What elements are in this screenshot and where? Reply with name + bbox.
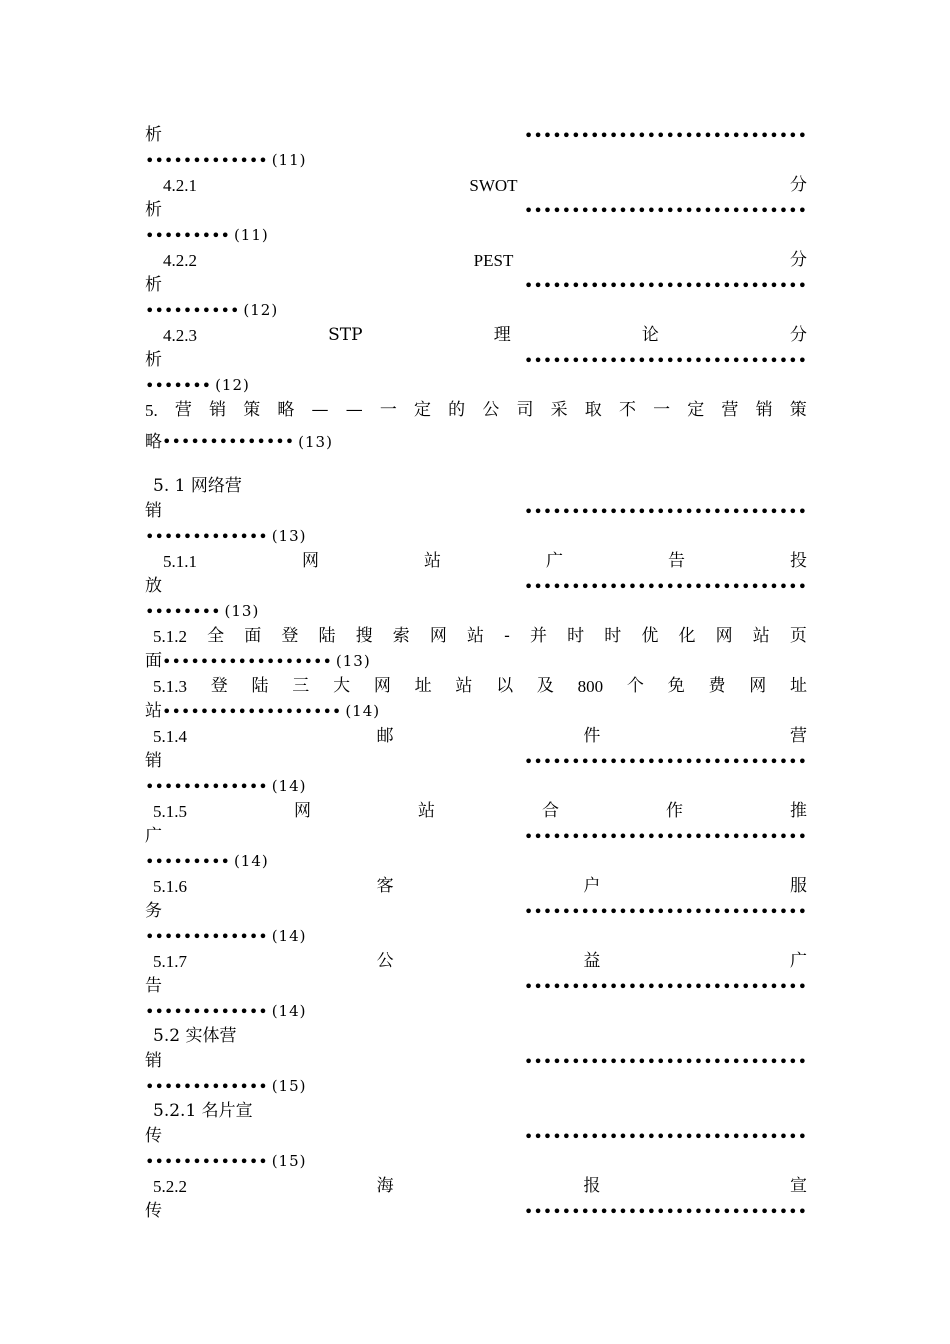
toc-text: 服 [789, 876, 807, 896]
toc-leader-dots: ••••••••••••• [145, 1077, 268, 1096]
toc-line [145, 799, 807, 824]
toc-text: 优 [641, 626, 659, 646]
toc-text: 一 [379, 400, 397, 420]
toc-text: 销 [145, 501, 162, 521]
toc-leader-dots: •••••••••••••••••••••••••••••• [523, 276, 807, 295]
toc-line [145, 1174, 807, 1199]
toc-page-number: (13) [335, 652, 371, 670]
toc-leader-dots: •••••••••••••• [162, 432, 295, 451]
toc-line [145, 198, 807, 223]
toc-line [145, 699, 807, 724]
toc-line [145, 223, 807, 248]
toc-line [145, 1024, 807, 1049]
toc-line [145, 674, 807, 699]
toc-leader-dots: •••••••••••••••••••••••••••••• [523, 752, 807, 771]
toc-page-number: (15) [271, 1152, 307, 1170]
toc-chapter-line [145, 398, 807, 423]
toc-line [145, 173, 807, 198]
toc-section-number: 5.1.7 [153, 952, 187, 971]
toc-text: 客 [376, 876, 394, 896]
toc-text: 搜 [355, 626, 373, 646]
toc-text: 公 [482, 400, 500, 420]
toc-text: 大 [333, 676, 351, 696]
toc-text: 告 [145, 976, 162, 996]
toc-text: 址 [789, 676, 807, 696]
toc-leader-dots: •••••••••••••••••••••••••••••• [523, 1052, 807, 1071]
toc-leader-dots: ••••••••••••••••••• [162, 702, 342, 721]
toc-text: 页 [789, 626, 807, 646]
toc-text: 销 [145, 1051, 162, 1071]
toc-leader-dots: ••••••••• [145, 226, 230, 245]
toc-text: 陆 [251, 676, 269, 696]
toc-text: 析 [145, 200, 162, 220]
toc-line [145, 974, 807, 999]
toc-line [145, 248, 807, 273]
toc-text: 面 [145, 651, 162, 671]
toc-text: 一 [653, 400, 671, 420]
toc-section-number: 5. [145, 401, 158, 420]
toc-line [145, 373, 807, 398]
toc-leader-dots: ••••••••••••• [145, 777, 268, 796]
toc-leader-dots: ••••••••••••• [145, 1002, 268, 1021]
toc-page-number: (13) [224, 602, 260, 620]
toc-text: SWOT [469, 176, 518, 195]
toc-text: 广 [145, 826, 162, 846]
toc-page-number: (12) [243, 301, 279, 319]
toc-text: 理 [493, 325, 511, 345]
toc-line [145, 649, 807, 674]
toc-text: 面 [244, 626, 262, 646]
toc-line [145, 323, 807, 348]
toc-page-number: (14) [233, 852, 269, 870]
toc-text: 广 [546, 551, 563, 571]
toc-line [145, 774, 807, 799]
toc-line [145, 899, 807, 924]
toc-text: 站 [418, 801, 435, 821]
toc-text: 略 [277, 400, 295, 420]
toc-leader-dots: •••••••••••••••••••••••••••••• [523, 502, 807, 521]
toc-text: 司 [516, 400, 534, 420]
toc-text: 并 [530, 626, 547, 646]
toc-text: 索 [392, 626, 410, 646]
toc-leader-dots: •••••••••••••••••••••••••••••• [523, 577, 807, 596]
toc-leader-dots: ••••••••••••• [145, 151, 268, 170]
toc-text: - [504, 626, 510, 646]
toc-text: 费 [708, 676, 726, 696]
toc-line [145, 949, 807, 974]
toc-text: 网 [373, 676, 391, 696]
toc-leader-dots: ••••••••••••• [145, 927, 268, 946]
toc-text: 陆 [318, 626, 336, 646]
toc-line [145, 1124, 807, 1149]
toc-line [145, 298, 807, 323]
toc-page-number: (14) [271, 927, 307, 945]
toc-line [145, 148, 807, 173]
toc-leader-dots: •••••••••••••••••••••••••••••• [523, 827, 807, 846]
toc-line [145, 549, 807, 574]
toc-text: 网 [749, 676, 767, 696]
toc-section-number: 5.1.3 [153, 677, 187, 696]
toc-text: 件 [583, 726, 601, 746]
toc-line [145, 849, 807, 874]
toc-line [145, 348, 807, 373]
toc-text: 站 [752, 626, 770, 646]
toc-text: 免 [667, 676, 685, 696]
toc-text: 化 [678, 626, 696, 646]
toc-leader-dots: •••••••• [145, 602, 221, 621]
toc-leader-dots: •••••••••••••••••••••••••••••• [523, 351, 807, 370]
toc-text: — [345, 400, 363, 420]
toc-line [145, 474, 807, 499]
toc-line [145, 724, 807, 749]
toc-text: 营 [721, 400, 739, 420]
toc-page-number: (11) [271, 151, 307, 169]
toc-text: 以 [496, 676, 514, 696]
toc-text: 站 [145, 701, 162, 721]
toc-text: 分 [789, 175, 807, 195]
toc-line [145, 874, 807, 899]
toc-text: 邮 [376, 726, 394, 746]
toc-line [145, 1149, 807, 1174]
toc-page-number: (14) [271, 1002, 307, 1020]
toc-leader-dots: •••••••••• [145, 301, 240, 320]
toc-text: 登 [210, 676, 228, 696]
toc-page-number: (14) [345, 702, 381, 720]
toc-leader-dots: •••••••••••••••••••••••••••••• [523, 201, 807, 220]
toc-line [145, 999, 807, 1024]
toc-text: 益 [583, 951, 601, 971]
toc-text: 5. 1 网络营 [153, 476, 242, 496]
toc-text: 投 [790, 551, 807, 571]
toc-text: — [311, 400, 329, 420]
toc-text: 5.2 实体营 [153, 1026, 237, 1046]
toc-page-number: (11) [233, 226, 269, 244]
toc-text: 析 [145, 125, 162, 145]
toc-text: 定 [687, 400, 705, 420]
toc-text: 销 [755, 400, 773, 420]
toc-line [145, 423, 807, 461]
toc-text: 营 [174, 400, 192, 420]
toc-leader-dots: •••••••••••••••••••••••••••••• [523, 126, 807, 145]
toc-line [145, 924, 807, 949]
toc-text: 采 [550, 400, 568, 420]
toc-text: 策 [243, 400, 261, 420]
toc-text: 务 [145, 901, 162, 921]
toc-leader-dots: ••••••••••••• [145, 1152, 268, 1171]
toc-text: 网 [302, 551, 319, 571]
toc-leader-dots: •••••••••••••••••••••••••••••• [523, 902, 807, 921]
toc-text: 公 [376, 951, 394, 971]
toc-text: 略 [145, 432, 162, 452]
toc-text: 站 [455, 676, 473, 696]
toc-text: 址 [414, 676, 432, 696]
toc-line [145, 574, 807, 599]
toc-line [145, 824, 807, 849]
toc-section-number: 5.2.2 [153, 1177, 187, 1196]
toc-page-number: (13) [298, 433, 333, 451]
toc-text: 销 [145, 751, 162, 771]
toc-leader-dots: •••••••••••••••••••••••••••••• [523, 1127, 807, 1146]
toc-page-number: (13) [271, 527, 307, 545]
toc-text: 论 [641, 325, 659, 345]
toc-leader-dots: ••••••• [145, 376, 212, 395]
toc-section-number: 5.1.1 [163, 552, 197, 571]
toc-text: STP [328, 325, 363, 345]
toc-text: 网 [429, 626, 447, 646]
toc-text: 800 [577, 677, 604, 696]
toc-text: 登 [281, 626, 299, 646]
toc-line [145, 624, 807, 649]
toc-text: 推 [790, 801, 807, 821]
toc-line [145, 123, 807, 148]
toc-text: 析 [145, 350, 162, 370]
toc-line [145, 599, 807, 624]
toc-text: 个 [626, 676, 644, 696]
toc-section-number: 5.1.4 [153, 727, 187, 746]
toc-section-number: 5.1.2 [153, 627, 187, 646]
toc-text: 站 [424, 551, 441, 571]
table-of-contents [145, 123, 807, 1224]
toc-text: 5.2.1 名片宣 [153, 1101, 253, 1121]
toc-section-number: 4.2.1 [163, 176, 197, 195]
toc-text: 户 [583, 876, 601, 896]
toc-text: 广 [789, 951, 807, 971]
toc-text: 分 [790, 325, 807, 345]
toc-text: 合 [542, 801, 559, 821]
toc-section-number: 5.1.5 [153, 802, 187, 821]
toc-text: 作 [666, 801, 683, 821]
toc-page-number: (15) [271, 1077, 307, 1095]
toc-text: 宣 [789, 1176, 807, 1196]
toc-text: 海 [376, 1176, 394, 1196]
toc-line [145, 1074, 807, 1099]
toc-line [145, 1199, 807, 1224]
toc-text: 传 [145, 1126, 162, 1146]
toc-text: 销 [209, 400, 227, 420]
toc-leader-dots: •••••••••••••••••••••••••••••• [523, 1202, 807, 1221]
toc-section-number: 4.2.3 [163, 326, 197, 345]
toc-line [145, 524, 807, 549]
toc-text: 营 [789, 726, 807, 746]
toc-leader-dots: •••••••••••••••••••••••••••••• [523, 977, 807, 996]
toc-text: 告 [668, 551, 685, 571]
toc-line [145, 749, 807, 774]
toc-text: 站 [467, 626, 484, 646]
toc-text: 取 [584, 400, 602, 420]
toc-line [145, 1099, 807, 1124]
toc-page-number: (14) [271, 777, 307, 795]
toc-text: 策 [789, 400, 807, 420]
toc-text: 定 [414, 400, 431, 420]
toc-text: 析 [145, 275, 162, 295]
toc-text: 时 [567, 626, 585, 646]
toc-text: PEST [473, 251, 514, 270]
toc-leader-dots: ••••••••••••• [145, 527, 268, 546]
toc-text: 网 [715, 626, 733, 646]
toc-text: 三 [292, 676, 310, 696]
toc-section-number: 5.1.6 [153, 877, 187, 896]
toc-line [145, 273, 807, 298]
toc-line [145, 499, 807, 524]
toc-line [145, 1049, 807, 1074]
toc-text: 网 [294, 801, 311, 821]
toc-leader-dots: ••••••••• [145, 852, 230, 871]
toc-text: 的 [448, 400, 466, 420]
toc-text: 及 [536, 676, 554, 696]
toc-text: 分 [790, 250, 807, 270]
toc-text: 全 [207, 626, 225, 646]
toc-text: 放 [145, 576, 162, 596]
toc-leader-dots: •••••••••••••••••• [162, 652, 332, 671]
toc-text: 时 [604, 626, 622, 646]
toc-text: 传 [145, 1201, 162, 1221]
toc-text: 不 [618, 400, 636, 420]
toc-page-number: (12) [215, 376, 250, 394]
toc-text: 报 [583, 1176, 601, 1196]
toc-section-number: 4.2.2 [163, 251, 197, 270]
